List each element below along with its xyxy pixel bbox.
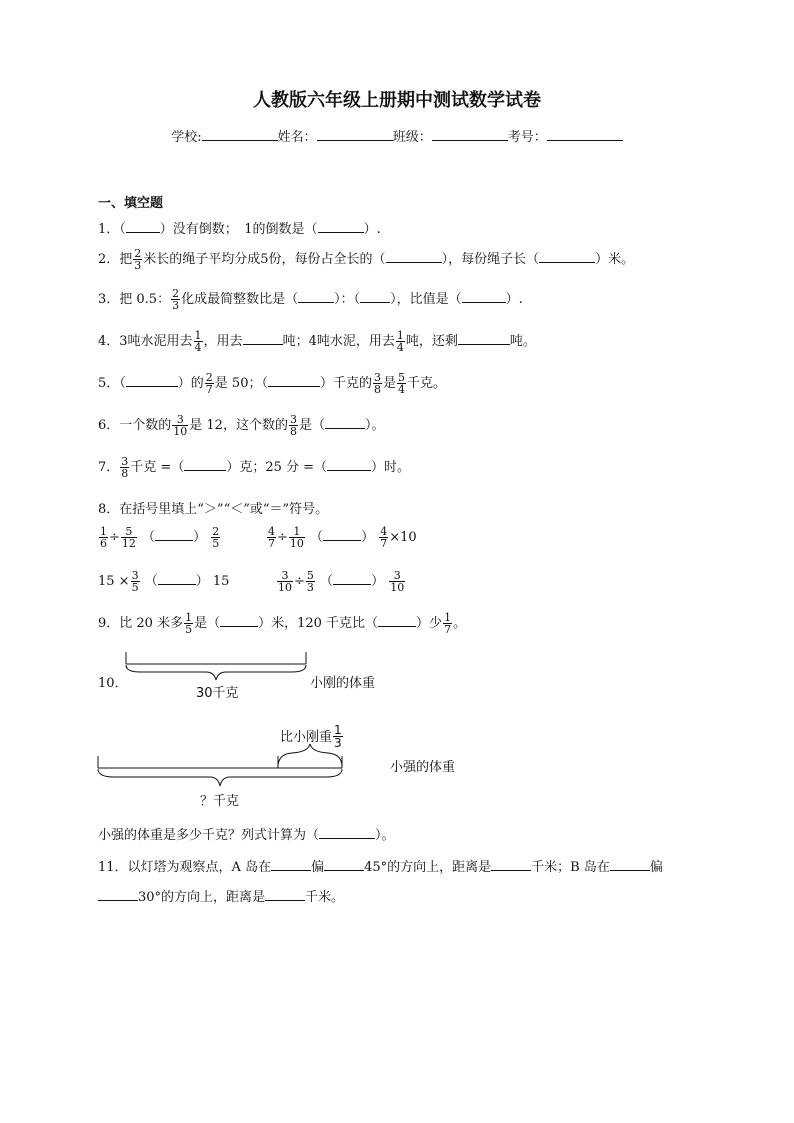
fraction bbox=[389, 570, 405, 593]
q6-blank-1[interactable] bbox=[325, 416, 365, 429]
paren-close: ） bbox=[193, 530, 207, 545]
school-blank[interactable] bbox=[202, 128, 278, 141]
school-label: 学校: bbox=[171, 130, 202, 145]
fraction bbox=[379, 526, 388, 549]
question-9 bbox=[98, 612, 466, 635]
numerator: 2 bbox=[172, 287, 180, 300]
fraction bbox=[443, 612, 452, 635]
q8-blank-1[interactable] bbox=[155, 528, 193, 541]
q1-text-b: ）没有倒数； 1的倒数是（ bbox=[159, 222, 318, 237]
fraction bbox=[133, 248, 142, 271]
q10-blank[interactable] bbox=[319, 826, 375, 839]
numerator: 3 bbox=[172, 414, 188, 426]
q5-text-g: 千克。 bbox=[407, 376, 447, 391]
q6-text-e: ）。 bbox=[364, 418, 385, 433]
q10-number: 10． bbox=[98, 676, 128, 691]
q2-blank-1[interactable] bbox=[386, 250, 442, 263]
q5-text-e: ）千克的 bbox=[319, 376, 372, 391]
fraction bbox=[289, 414, 298, 437]
q3-text-e: ），比值是（ bbox=[390, 292, 462, 307]
q3-text-f: ）. bbox=[505, 292, 523, 307]
question-4 bbox=[98, 330, 536, 353]
q5-text-a: 5．（ bbox=[98, 376, 126, 391]
question-2 bbox=[98, 248, 634, 271]
denominator: 8 bbox=[289, 425, 297, 438]
numerator: 5 bbox=[121, 526, 137, 538]
fraction bbox=[267, 526, 276, 549]
numerator: 1 bbox=[444, 611, 452, 624]
q10-label-xg: 小刚的体重 bbox=[310, 676, 376, 691]
q10-compare-text: 比小刚重 bbox=[280, 730, 333, 745]
q6-text-a: 6．一个数的 bbox=[98, 418, 172, 433]
q1-text-a: 1．（ bbox=[98, 222, 126, 237]
denominator: 5 bbox=[185, 623, 193, 636]
denominator: 4 bbox=[398, 383, 406, 396]
denominator: 3 bbox=[306, 581, 314, 594]
fraction bbox=[194, 330, 203, 353]
fraction bbox=[172, 414, 188, 437]
q3-text-c: ）：（ bbox=[334, 292, 361, 307]
q11-text-e: 偏 bbox=[649, 860, 663, 875]
numerator: 3 bbox=[277, 570, 293, 582]
numerator: 1 bbox=[289, 526, 305, 538]
q1-blank-1[interactable] bbox=[126, 220, 160, 233]
q2-blank-2[interactable] bbox=[539, 250, 595, 263]
q2-text-e: ）米。 bbox=[595, 252, 635, 267]
q2-text-a: 2．把 bbox=[98, 252, 133, 267]
paren-open: （ bbox=[310, 530, 324, 545]
q9-text-f: 。 bbox=[453, 616, 467, 631]
q9-text-a: 9．比 20 米多 bbox=[98, 616, 184, 631]
operator: ÷ bbox=[294, 574, 305, 589]
fraction bbox=[396, 330, 405, 353]
question-7 bbox=[98, 456, 410, 479]
question-3 bbox=[98, 288, 523, 311]
fraction bbox=[121, 526, 137, 549]
q10-question-b: ）。 bbox=[375, 828, 395, 843]
q10-label-xq: 小强的体重 bbox=[390, 760, 456, 775]
numerator: 3 bbox=[289, 413, 297, 426]
q5-text-b: ）的 bbox=[177, 376, 204, 391]
name-blank[interactable] bbox=[317, 128, 393, 141]
q8-row1-left bbox=[98, 526, 221, 549]
denominator: 4 bbox=[194, 341, 202, 354]
q8-r1b-tail: ×10 bbox=[389, 530, 417, 545]
q8-blank-4[interactable] bbox=[333, 572, 371, 585]
q3-blank-3[interactable] bbox=[462, 290, 506, 303]
denominator: 6 bbox=[100, 537, 107, 550]
numerator: 1 bbox=[396, 329, 404, 342]
denominator: 7 bbox=[444, 623, 452, 636]
q8-r2a-pre: 15 × bbox=[98, 574, 130, 589]
q8-row2-right bbox=[276, 570, 406, 593]
paren-close: ） bbox=[371, 574, 385, 589]
q2-text-c: ），每份绳子长（ bbox=[441, 252, 540, 267]
fraction bbox=[373, 372, 382, 395]
fraction bbox=[171, 288, 180, 311]
fraction bbox=[120, 456, 129, 479]
q5-blank-2[interactable] bbox=[268, 374, 320, 387]
q7-text-e: ）时。 bbox=[371, 460, 411, 475]
q11-text-b: 偏 bbox=[311, 860, 325, 875]
q11-text-a: 11．以灯塔为观察点，A 岛在 bbox=[98, 860, 272, 875]
q2-text-b: 米长的绳子平均分成5份，每份占全长的（ bbox=[143, 252, 386, 267]
q7-text-b: 千克 =（ bbox=[130, 460, 185, 475]
denominator: 7 bbox=[205, 383, 213, 396]
denominator: 8 bbox=[121, 467, 129, 480]
numerator: 1 bbox=[334, 723, 342, 737]
fraction bbox=[277, 570, 293, 593]
q11-blank-4[interactable] bbox=[610, 858, 650, 871]
numerator: 3 bbox=[389, 570, 405, 582]
q1-blank-2[interactable] bbox=[318, 220, 364, 233]
operator: ÷ bbox=[109, 530, 120, 545]
numerator: 1 bbox=[100, 525, 107, 538]
numerator: 2 bbox=[212, 525, 220, 538]
q7-blank-1[interactable] bbox=[184, 458, 226, 471]
fraction bbox=[99, 526, 108, 549]
denominator: 5 bbox=[212, 537, 220, 550]
question-1 bbox=[98, 218, 381, 237]
q7-text-a: 7． bbox=[98, 460, 120, 475]
q8-blank-2[interactable] bbox=[323, 528, 361, 541]
q10-compare bbox=[280, 724, 344, 749]
q4-text-a: 4．3吨水泥用去 bbox=[98, 334, 193, 349]
xq-bottom-brace bbox=[98, 769, 342, 786]
fraction bbox=[184, 612, 193, 635]
q9-blank-1[interactable] bbox=[220, 614, 258, 627]
fraction bbox=[333, 724, 343, 749]
denominator: 10 bbox=[278, 581, 292, 594]
section-heading: 一、填空题 bbox=[98, 196, 164, 211]
q3-blank-2[interactable] bbox=[360, 290, 390, 303]
question-11-line2 bbox=[98, 886, 344, 905]
fraction bbox=[211, 526, 220, 549]
q9-text-e: ）少 bbox=[416, 616, 443, 631]
q4-text-e: 吨，还剩 bbox=[405, 334, 458, 349]
operator: ÷ bbox=[277, 530, 288, 545]
paren-open: （ bbox=[142, 530, 156, 545]
fraction bbox=[397, 372, 406, 395]
paren-close: ） bbox=[361, 530, 375, 545]
q11-text-d: 千米；B 岛在 bbox=[531, 860, 610, 875]
numerator: 3 bbox=[374, 371, 381, 384]
q8-blank-3[interactable] bbox=[158, 572, 196, 585]
q5-text-c: 是 50；（ bbox=[214, 376, 268, 391]
question-6 bbox=[98, 414, 385, 437]
fraction bbox=[205, 372, 214, 395]
q7-blank-2[interactable] bbox=[327, 458, 371, 471]
class-blank[interactable] bbox=[432, 128, 508, 141]
numerator: 3 bbox=[121, 455, 129, 468]
name-label: 姓名： bbox=[277, 130, 317, 145]
q9-blank-2[interactable] bbox=[378, 614, 416, 627]
denominator: 10 bbox=[390, 581, 405, 594]
q7-text-c: ）克；25 分 =（ bbox=[226, 460, 328, 475]
fraction bbox=[306, 570, 315, 593]
denominator: 4 bbox=[396, 341, 404, 354]
q4-text-f: 吨。 bbox=[509, 334, 536, 349]
q11-blank-5[interactable] bbox=[98, 888, 138, 901]
denominator: 3 bbox=[334, 736, 342, 750]
q4-blank-2[interactable] bbox=[458, 332, 510, 345]
q10-question bbox=[98, 824, 395, 843]
numerator: 2 bbox=[205, 371, 213, 384]
numerator: 1 bbox=[194, 329, 202, 342]
q4-blank-1[interactable] bbox=[243, 332, 283, 345]
question-8: 8．在括号里填上“＞”“＜”或“＝”符号。 bbox=[98, 502, 329, 517]
number-label: 考号： bbox=[507, 130, 547, 145]
q11-blank-6[interactable] bbox=[265, 888, 305, 901]
numerator: 4 bbox=[268, 525, 275, 538]
denominator: 5 bbox=[131, 581, 139, 594]
q9-text-b: 是（ bbox=[194, 616, 221, 631]
class-label: 班级： bbox=[392, 130, 432, 145]
numerator: 5 bbox=[398, 371, 406, 384]
page-title: 人教版六年级上册期中测试数学试卷 bbox=[253, 90, 541, 111]
denominator: 8 bbox=[374, 383, 381, 396]
q8-row2-left bbox=[98, 570, 229, 593]
denominator: 3 bbox=[134, 259, 142, 272]
question-5 bbox=[98, 372, 446, 395]
q11-text-c: 45°的方向上，距离是 bbox=[364, 860, 492, 875]
xg-brace bbox=[126, 665, 306, 680]
denominator: 3 bbox=[172, 299, 180, 312]
paren-open: （ bbox=[320, 574, 334, 589]
q11-blank-1[interactable] bbox=[271, 858, 311, 871]
q10-label-30kg: 30千克 bbox=[196, 686, 239, 701]
q5-blank-1[interactable] bbox=[126, 374, 178, 387]
denominator: 10 bbox=[289, 537, 304, 550]
q11-blank-2[interactable] bbox=[324, 858, 364, 871]
q11-blank-3[interactable] bbox=[491, 858, 531, 871]
q3-text-b: 化成最简整数比是（ bbox=[181, 292, 299, 307]
q11-text-g: 千米。 bbox=[305, 890, 345, 905]
q9-text-c: ）米，120 千克比（ bbox=[258, 616, 379, 631]
q3-text-a: 3．把 0.5： bbox=[98, 292, 171, 307]
q6-text-b: 是 12，这个数的 bbox=[189, 418, 288, 433]
q10-question-a: 小强的体重是多少千克？列式计算为（ bbox=[98, 828, 320, 843]
q8-row1-right bbox=[266, 526, 417, 549]
q11-text-f: 30°的方向上，距离是 bbox=[138, 890, 266, 905]
q4-text-c: 吨；4吨水泥，用去 bbox=[282, 334, 395, 349]
q10-label-unknown: ？千克 bbox=[200, 794, 240, 809]
q1-text-c: ）. bbox=[363, 222, 381, 237]
paren-close: ） bbox=[195, 574, 209, 589]
number-blank[interactable] bbox=[547, 128, 623, 141]
question-11-line1 bbox=[98, 856, 663, 875]
denominator: 10 bbox=[173, 425, 188, 438]
numerator: 1 bbox=[185, 611, 193, 624]
numerator: 5 bbox=[306, 569, 314, 582]
denominator: 7 bbox=[380, 537, 388, 550]
q8-r2a-tail: 15 bbox=[212, 574, 230, 589]
q4-text-b: ，用去 bbox=[203, 334, 243, 349]
q6-text-c: 是（ bbox=[298, 418, 325, 433]
denominator: 7 bbox=[268, 537, 275, 550]
q3-blank-1[interactable] bbox=[298, 290, 334, 303]
q5-text-f: 是 bbox=[383, 376, 397, 391]
numerator: 2 bbox=[134, 247, 142, 260]
paren-open: （ bbox=[144, 574, 158, 589]
fraction bbox=[289, 526, 305, 549]
fraction bbox=[131, 570, 140, 593]
student-info-line bbox=[0, 126, 794, 145]
numerator: 4 bbox=[380, 525, 388, 538]
numerator: 3 bbox=[131, 569, 139, 582]
denominator: 12 bbox=[121, 537, 136, 550]
